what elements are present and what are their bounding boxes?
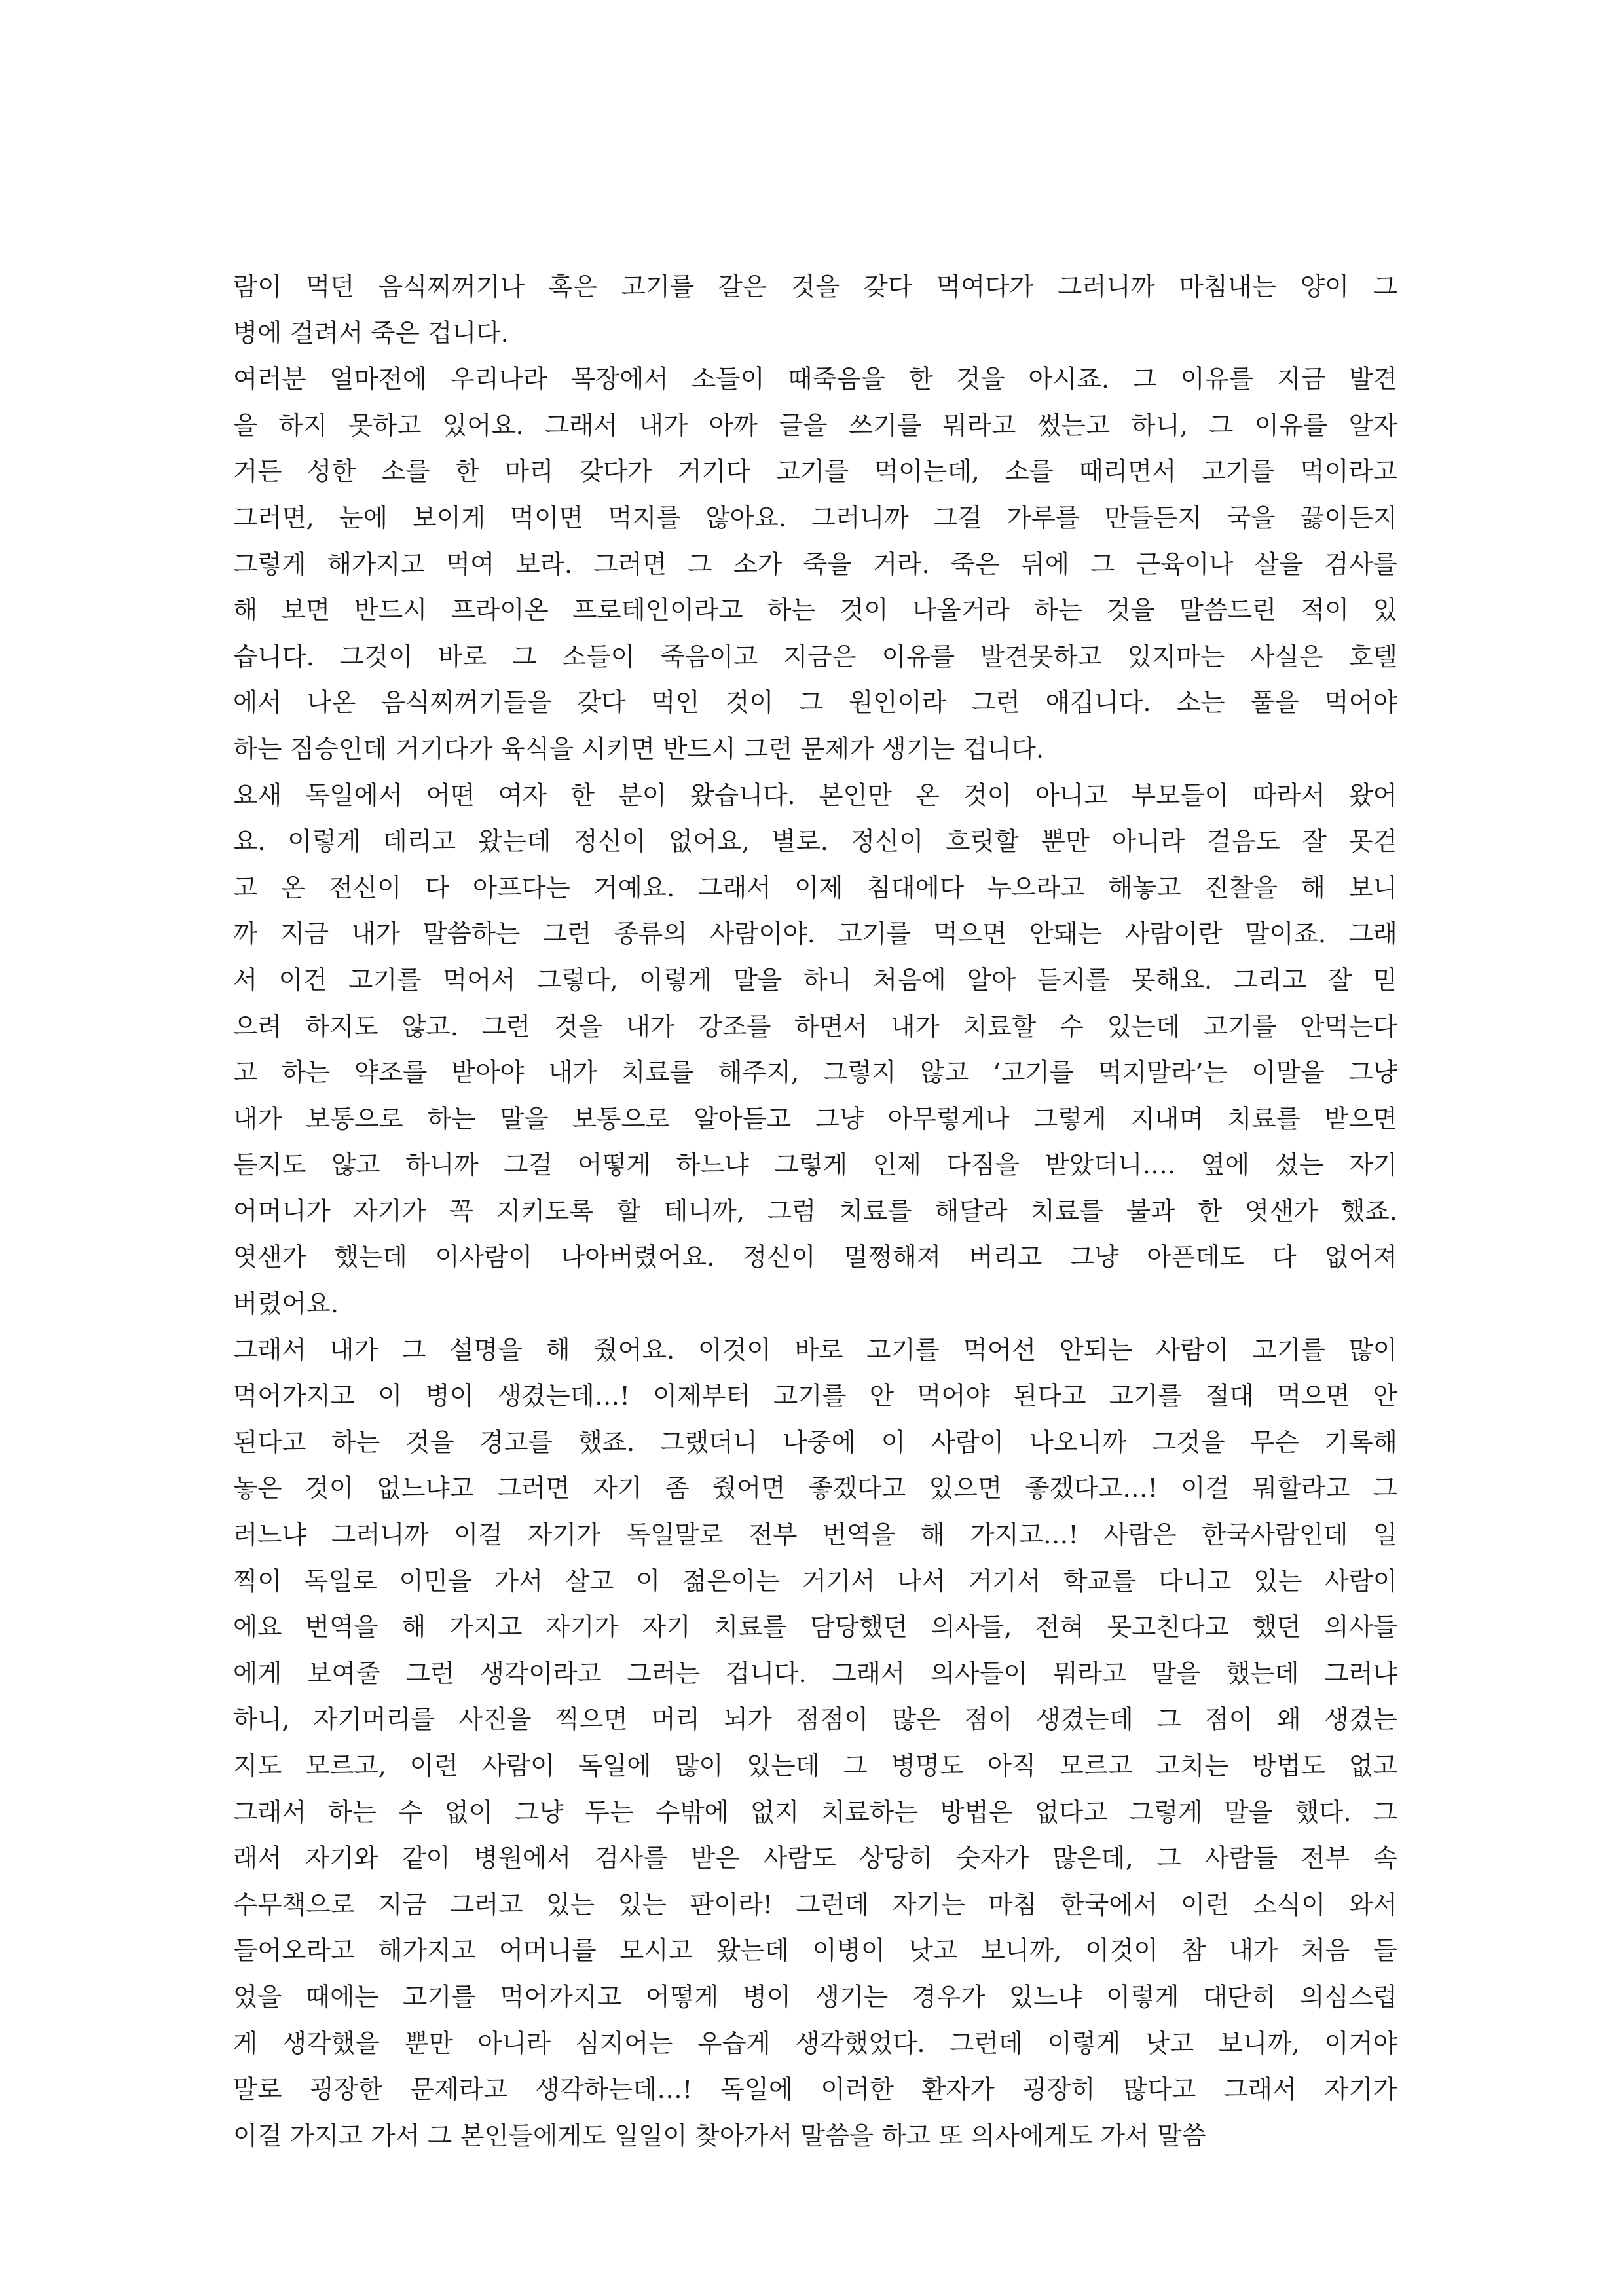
text-line: 놓은 것이 없느냐고 그러면 자기 좀 줬어면 좋겠다고 있으면 좋겠다고…! 이걸 뭐할라고 그: [233, 1474, 1397, 1504]
paragraph: [233, 773, 1397, 1328]
text-line: 습니다. 그것이 바로 그 소들이 죽음이고 지금은 이유를 발견못하고 있지마는 사실은 호텔: [233, 642, 1397, 672]
text-line: 람이 먹던 음식찌꺼기나 혹은 고기를 갈은 것을 갖다 먹여다가 그러니까 마침내는 양이 그: [233, 272, 1397, 302]
text-line: 게 생각했을 뿐만 아니라 심지어는 우습게 생각했었다. 그런데 이렇게 낫고 보니까, 이거야: [233, 2029, 1397, 2059]
text-line: 어머니가 자기가 꼭 지키도록 할 테니까, 그럼 치료를 해달라 치료를 불과 한 엿샌가 했죠.: [233, 1196, 1397, 1226]
text-line: 들어오라고 해가지고 어머니를 모시고 왔는데 이병이 낫고 보니까, 이것이 참 내가 처음 들: [233, 1936, 1397, 1966]
text-line: 그렇게 해가지고 먹여 보라. 그러면 그 소가 죽을 거라. 죽은 뒤에 그 근육이나 살을 검사를: [233, 549, 1397, 579]
text-line: 엿샌가 했는데 이사람이 나아버렸어요. 정신이 멀쩡해져 버리고 그냥 아픈데도 다 없어져: [233, 1243, 1397, 1273]
text-line: 에게 보여줄 그런 생각이라고 그러는 겁니다. 그래서 의사들이 뭐라고 말을 했는데 그러냐: [233, 1659, 1397, 1689]
text-line: 에요 번역을 해 가지고 자기가 자기 치료를 담당했던 의사들, 전혀 못고친다고 했던 의사들: [233, 1613, 1397, 1643]
paragraph: [233, 265, 1397, 357]
text-line: 버렸어요.: [233, 1289, 339, 1319]
text-line: 지도 모르고, 이런 사람이 독일에 많이 있는데 그 병명도 아직 모르고 고치는 방법도 없고: [233, 1752, 1397, 1781]
text-line: 된다고 하는 것을 경고를 했죠. 그랬더니 나중에 이 사람이 나오니까 그것을 무슨 기록해: [233, 1427, 1397, 1458]
paragraph: [233, 357, 1397, 773]
text-line: 러느냐 그러니까 이걸 자기가 독일말로 전부 번역을 해 가지고…! 사람은 한국사람인데 일: [233, 1520, 1397, 1551]
text-line: 에서 나온 음식찌꺼기들을 갖다 먹인 것이 그 원인이라 그런 얘깁니다. 소는 풀을 먹어야: [233, 688, 1397, 718]
text-line: 여러분 얼마전에 우리나라 목장에서 소들이 때죽음을 한 것을 아시죠. 그 이유를 지금 발견: [233, 365, 1397, 395]
text-line: 그래서 하는 수 없이 그냥 두는 수밖에 없지 치료하는 방법은 없다고 그렇게 말을 했다. 그: [233, 1797, 1397, 1827]
text-line: 먹어가지고 이 병이 생겼는데…! 이제부터 고기를 안 먹어야 된다고 고기를 절대 먹으면 안: [233, 1382, 1397, 1412]
text-line: 말로 굉장한 문제라고 생각하는데…! 독일에 이러한 환자가 굉장히 많다고 그래서 자기가: [233, 2075, 1397, 2105]
text-line: 래서 자기와 같이 병원에서 검사를 받은 사람도 상당히 숫자가 많은데, 그 사람들 전부 속: [233, 1844, 1397, 1874]
body-text: [233, 265, 1397, 2159]
text-line: 그러면, 눈에 보이게 먹이면 먹지를 않아요. 그러니까 그걸 가루를 만들든지 국을 끓이든지: [233, 503, 1397, 533]
text-line: 요새 독일에서 어떤 여자 한 분이 왔습니다. 본인만 온 것이 아니고 부모들이 따라서 왔어: [233, 780, 1397, 811]
text-line: 이걸 가지고 가서 그 본인들에게도 일일이 찾아가서 말씀을 하고 또 의사에게도 가서 말씀: [233, 2121, 1206, 2151]
text-line: 서 이건 고기를 먹어서 그렇다, 이렇게 말을 하니 처음에 알아 듣지를 못해요. 그리고 잘 믿: [233, 965, 1397, 995]
text-line: 을 하지 못하고 있어요. 그래서 내가 아까 글을 쓰기를 뭐라고 썼는고 하니, 그 이유를 알자: [233, 411, 1397, 441]
paragraph: [233, 1328, 1397, 2160]
text-line: 까 지금 내가 말씀하는 그런 종류의 사람이야. 고기를 먹으면 안돼는 사람이란 말이죠. 그래: [233, 919, 1397, 949]
text-line: 하니, 자기머리를 사진을 찍으면 머리 뇌가 점점이 많은 점이 생겼는데 그 점이 왜 생겼는: [233, 1705, 1397, 1735]
text-line: 고 하는 약조를 받아야 내가 치료를 해주지, 그렇지 않고 ‘고기를 먹지말라’는 이말을 그냥: [233, 1058, 1397, 1088]
text-line: 수무책으로 지금 그러고 있는 있는 판이라! 그런데 자기는 마침 한국에서 이런 소식이 와서: [233, 1890, 1397, 1920]
text-line: 거든 성한 소를 한 마리 갖다가 거기다 고기를 먹이는데, 소를 때리면서 고기를 먹이라고: [233, 457, 1397, 487]
text-line: 해 보면 반드시 프라이온 프로테인이라고 하는 것이 나올거라 하는 것을 말씀드린 적이 있: [233, 596, 1397, 626]
text-line: 으려 하지도 않고. 그런 것을 내가 강조를 하면서 내가 치료할 수 있는데 고기를 안먹는다: [233, 1012, 1397, 1042]
text-line: 고 온 전신이 다 아프다는 거예요. 그래서 이제 침대에다 누으라고 해놓고 진찰을 해 보니: [233, 873, 1397, 903]
text-line: 요. 이렇게 데리고 왔는데 정신이 없어요, 별로. 정신이 흐릿할 뿐만 아니라 걸음도 잘 못걷: [233, 827, 1397, 857]
text-line: 그래서 내가 그 설명을 해 줬어요. 이것이 바로 고기를 먹어선 안되는 사람이 고기를 많이: [233, 1335, 1397, 1365]
text-line: 하는 짐승인데 거기다가 육식을 시키면 반드시 그런 문제가 생기는 겁니다.: [233, 734, 1044, 764]
text-line: 내가 보통으로 하는 말을 보통으로 알아듣고 그냥 아무렇게나 그렇게 지내며 치료를 받으면: [233, 1104, 1397, 1134]
text-line: 듣지도 않고 하니까 그걸 어떻게 하느냐 그렇게 인제 다짐을 받았더니…. 옆에 섰는 자기: [233, 1150, 1397, 1181]
text-line: 었을 때에는 고기를 먹어가지고 어떻게 병이 생기는 경우가 있느냐 이렇게 대단히 의심스럽: [233, 1982, 1397, 2012]
text-line: 병에 걸려서 죽은 겁니다.: [233, 318, 509, 348]
text-line: 찍이 독일로 이민을 가서 살고 이 젊은이는 거기서 나서 거기서 학교를 다니고 있는 사람이: [233, 1566, 1397, 1596]
